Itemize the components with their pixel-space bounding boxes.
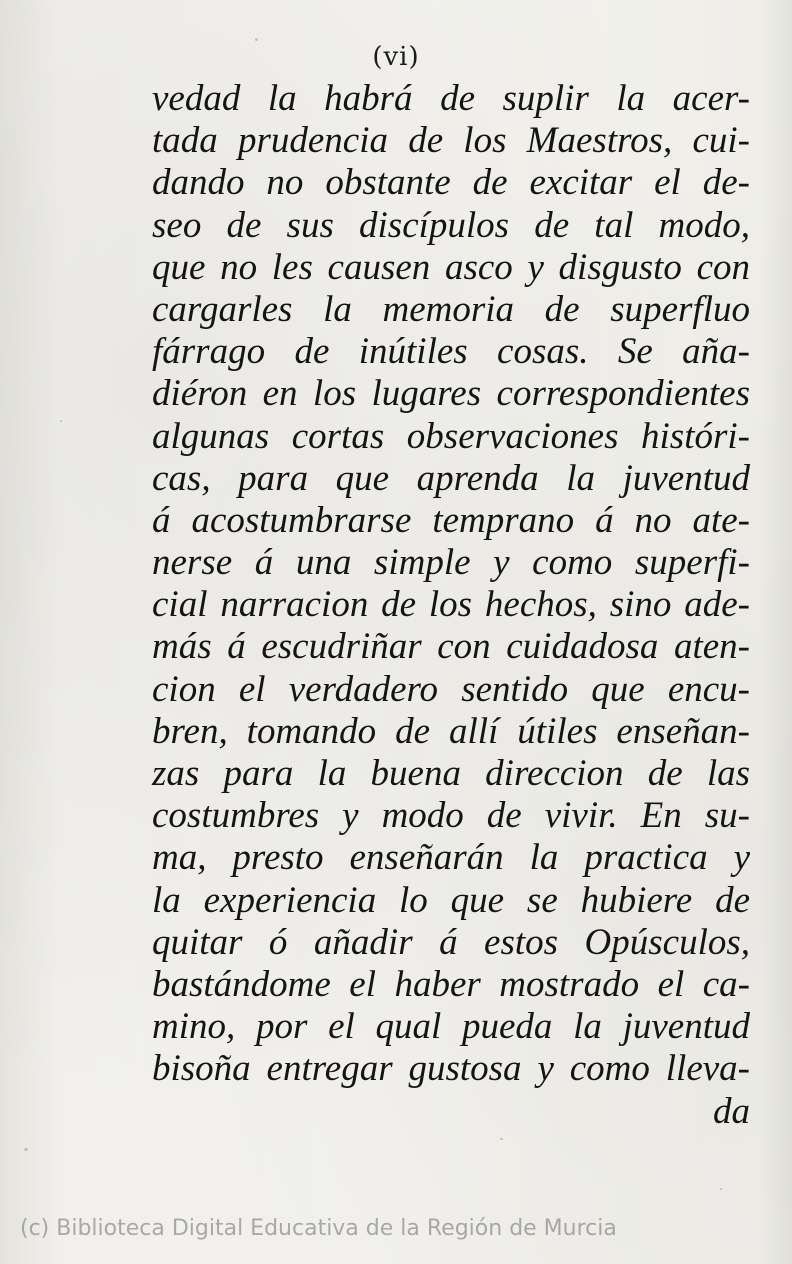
text-line: quitar ó añadir á estos Opúsculos, (152, 921, 750, 963)
paper-speck (60, 420, 62, 422)
paper-speck (720, 1188, 722, 1190)
text-line: bisoña entregar gustosa y como lleva- (152, 1048, 750, 1090)
paper-speck (24, 1148, 28, 1151)
text-line: vedad la habrá de suplir la acer- (152, 78, 750, 119)
paper-speck (255, 38, 258, 41)
text-line: más á escudriñar con cuidadosa aten- (152, 626, 750, 668)
text-line: cas, para que aprenda la juventud (152, 457, 750, 499)
text-line: nerse á una simple y como superfi- (152, 542, 750, 584)
text-line: zas para la buena direccion de las (152, 753, 750, 794)
text-line: tada prudencia de los Maestros, cui- (152, 120, 750, 162)
body-text (152, 78, 750, 1133)
text-line: cion el verdadero sentido que encu- (152, 668, 750, 710)
text-line: dando no obstante de excitar el de- (152, 162, 750, 204)
text-line: á acostumbrarse temprano á no ate- (152, 499, 750, 541)
text-line: la experiencia lo que se hubiere de (152, 879, 750, 921)
text-line: seo de sus discípulos de tal modo, (152, 204, 750, 246)
text-line: bastándome el haber mostrado el ca- (152, 963, 750, 1005)
text-line: ma, presto enseñarán la practica y (152, 837, 750, 879)
catchword: da (713, 1090, 750, 1132)
text-line: que no les causen asco y disgusto con (152, 246, 750, 288)
paper-speck (500, 1138, 503, 1140)
text-line: diéron en los lugares correspondientes (152, 373, 750, 415)
text-line: cial narracion de los hechos, sino ade- (152, 584, 750, 626)
copyright-watermark: (c) Biblioteca Digital Educativa de la Región de Murcia (20, 1216, 617, 1241)
text-line: cargarles la memoria de superfluo (152, 288, 750, 330)
page-number: (vi) (372, 42, 420, 72)
text-line: costumbres y modo de vivir. En su- (152, 795, 750, 837)
text-line: bren, tomando de allí útiles enseñan- (152, 710, 750, 752)
text-line: algunas cortas observaciones históri- (152, 415, 750, 457)
text-line: mino, por el qual pueda la juventud (152, 1006, 750, 1048)
text-line: fárrago de inútiles cosas. Se aña- (152, 331, 750, 373)
